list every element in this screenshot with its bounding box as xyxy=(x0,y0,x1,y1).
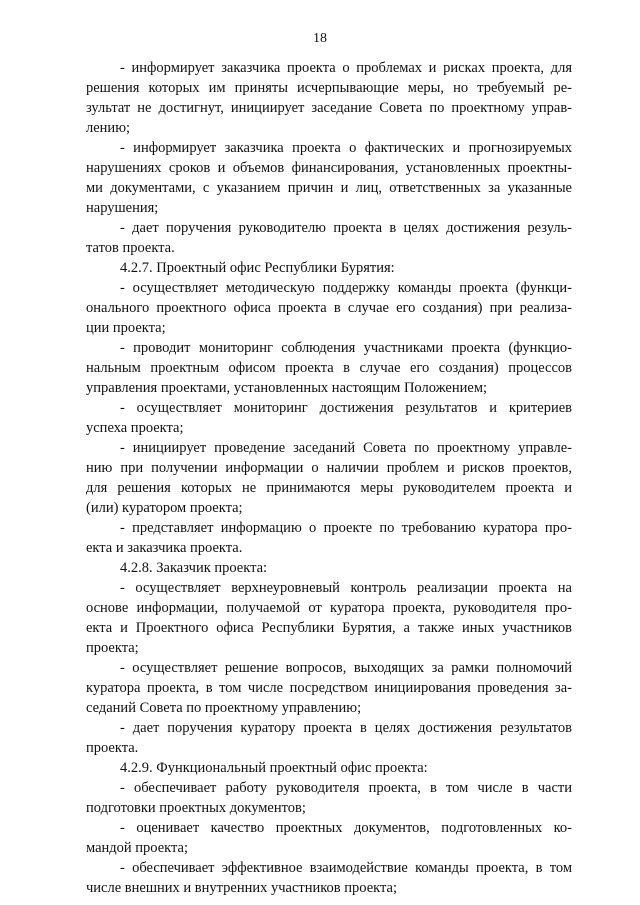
text-line: - инициирует проведение заседаний Совета по проектному управле- xyxy=(120,440,572,456)
text-line: ции проекта; xyxy=(86,320,166,336)
text-line: онального проектного офиса проекта в случае его создания) при реализа- xyxy=(86,300,572,316)
page-number: 18 xyxy=(313,31,327,46)
text-line: (или) куратором проекта; xyxy=(86,500,243,516)
text-line: - осуществляет мониторинг достижения результатов и критериев xyxy=(120,400,572,416)
text-line: нарушения; xyxy=(86,200,159,216)
text-line: - оценивает качество проектных документов, подготовленных ко- xyxy=(120,820,572,836)
text-line: куратора проекта, в том числе посредством инициирования проведения за- xyxy=(86,680,572,696)
text-line: татов проекта. xyxy=(86,240,175,256)
text-line: - осуществляет методическую поддержку команды проекта (функци- xyxy=(120,280,572,296)
text-line: основе информации, получаемой от куратора проекта, руководителя про- xyxy=(86,600,572,616)
text-line: нию при получении информации о наличии проблем и рисков проектов, xyxy=(86,460,572,476)
text-line: - информирует заказчика проекта о проблемах и рисках проекта, для xyxy=(120,60,572,76)
text-line: - дает поручения руководителю проекта в целях достижения резуль- xyxy=(120,220,572,236)
text-line: - информирует заказчика проекта о фактических и прогнозируемых xyxy=(120,140,572,156)
text-line: проекта; xyxy=(86,640,139,656)
body-text xyxy=(86,58,572,898)
text-line: 4.2.9. Функциональный проектный офис проекта: xyxy=(120,760,428,776)
text-line: числе внешних и внутренних участников проекта; xyxy=(86,880,397,896)
text-line: - дает поручения куратору проекта в целях достижения результатов xyxy=(120,720,572,736)
text-line: - проводит мониторинг соблюдения участниками проекта (функцио- xyxy=(120,340,572,356)
text-line: седаний Совета по проектному управлению; xyxy=(86,700,362,716)
text-line: проекта. xyxy=(86,740,139,756)
text-line: 4.2.7. Проектный офис Республики Бурятия: xyxy=(120,260,395,276)
text-line: нарушениях сроков и объемов финансирования, установленных проектны- xyxy=(86,160,572,176)
text-line: - представляет информацию о проекте по требованию куратора про- xyxy=(120,520,572,536)
text-line: для решения которых не принимаются меры руководителем проекта и xyxy=(86,480,572,496)
text-line: - обеспечивает эффективное взаимодействие команды проекта, в том xyxy=(120,860,572,876)
text-line: - осуществляет решение вопросов, выходящих за рамки полномочий xyxy=(120,660,572,676)
text-line: лению; xyxy=(86,120,131,136)
text-line: решения которых им приняты исчерпывающие меры, но требуемый ре- xyxy=(86,80,572,96)
text-line: - осуществляет верхнеуровневый контроль реализации проекта на xyxy=(120,580,572,596)
text-line: зультат не достигнут, инициирует заседание Совета по проектному управ- xyxy=(86,100,572,116)
text-line: екта и Проектного офиса Республики Бурятия, а также иных участников xyxy=(86,620,572,636)
text-line: нальным проектным офисом проекта в случае его создания) процессов xyxy=(86,360,572,376)
text-line: - обеспечивает работу руководителя проекта, в том числе в части xyxy=(120,780,572,796)
text-line: мандой проекта; xyxy=(86,840,188,856)
text-line: подготовки проектных документов; xyxy=(86,800,306,816)
text-line: управления проектами, установленных настоящим Положением; xyxy=(86,380,488,396)
text-line: екта и заказчика проекта. xyxy=(86,540,243,556)
text-line: успеха проекта; xyxy=(86,420,184,436)
text-line: 4.2.8. Заказчик проекта: xyxy=(120,560,268,576)
text-line: ми документами, с указанием причин и лиц, ответственных за указанные xyxy=(86,180,572,196)
